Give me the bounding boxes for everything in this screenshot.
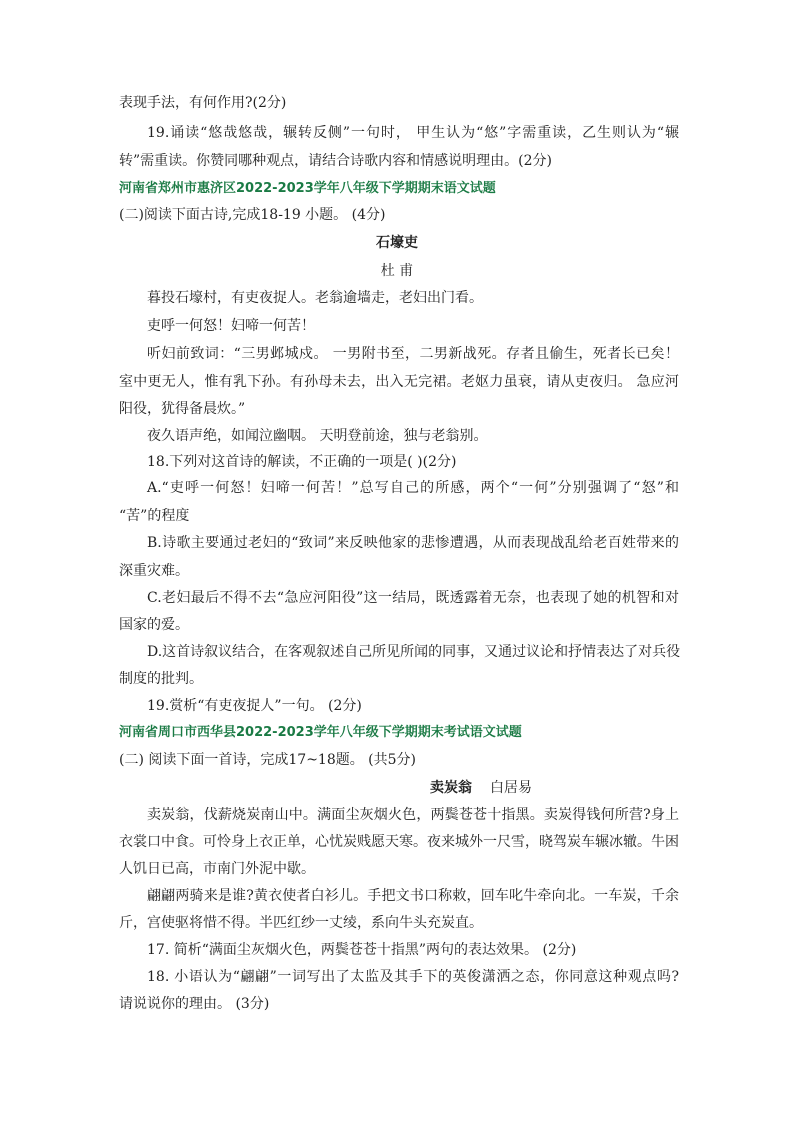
option-b: B.诗歌主要通过老妇的“致词”来反映他家的悲惨遭遇，从而表现战乱给老百姓带来的 — [147, 535, 679, 551]
question-19-line: 19.诵读“悠哉悠哉，辗转反侧”一句时， 甲生认为“悠”字需重读，乙生则认为“辗 — [147, 125, 679, 141]
poem-line: 衣裳口中食。可怜身上衣正单，心忧炭贱愿天寒。夜来城外一尺雪，晓驾炭车辗冰辙。牛困 — [119, 834, 679, 850]
poem-line: 夜久语声绝，如闻泣幽咽。 天明登前途，独与老翁别。 — [147, 428, 488, 444]
question-18: 18. 小语认为“翩翩”一词写出了太监及其手下的英俊潇洒之态，你同意这种观点吗? — [147, 969, 679, 985]
poem-line: 暮投石壕村，有吏夜捉人。老翁逾墙走，老妇出门看。 — [147, 290, 483, 306]
poem-line: 卖炭翁，伐薪烧炭南山中。满面尘灰烟火色，两鬓苍苍十指黑。卖炭得钱何所营?身上 — [147, 807, 679, 823]
option-c-cont: 国家的爱。 — [119, 617, 189, 633]
text-line: 表现手法，有何作用?(2分) — [119, 95, 287, 111]
poem-line: 人饥日已高，市南门外泥中歇。 — [119, 861, 315, 877]
section-instruction: (二)阅读下面古诗,完成18-19 小题。 (4分) — [119, 207, 386, 223]
source-heading: 河南省周口市西华县2022-2023学年八年级下学期期末考试语文试题 — [119, 725, 522, 740]
poem-line: 吏呼一何怒！妇啼一何苦！ — [147, 318, 315, 334]
poem-title: 石壕吏 — [376, 235, 418, 251]
poem-line: 听妇前致词：“三男邺城戍。 一男附书至，二男新战死。存者且偷生，死者长已矣！ — [147, 346, 679, 362]
poem-line: 室中更无人，惟有乳下孙。有孙母未去，出入无完裙。老妪力虽衰，请从吏夜归。 急应河 — [119, 374, 679, 390]
poem-line: 斤，宫使驱将惜不得。半匹红纱一丈绫，系向牛头充炭直。 — [119, 915, 483, 931]
option-d-cont: 制度的批判。 — [119, 671, 203, 687]
poem-author: 杜 甫 — [380, 263, 414, 279]
question-18: 18.下列对这首诗的解读，不正确的一项是( )(2分) — [147, 454, 457, 470]
text-line: 转”需重读。你赞同哪种观点，请结合诗歌内容和情感说明理由。(2分) — [119, 153, 552, 169]
source-heading: 河南省郑州市惠济区2022-2023学年八年级下学期期末语文试题 — [119, 181, 496, 196]
question-18-cont: 请说说你的理由。 (3分) — [119, 996, 270, 1012]
question-17: 17. 简析“满面尘灰烟火色，两鬓苍苍十指黑”两句的表达效果。 (2分) — [147, 942, 577, 958]
option-a-cont: “苦”的程度 — [119, 508, 190, 524]
option-a: A.“吏呼一何怒！妇啼一何苦！”总写自己的所感，两个“一何”分别强调了“怒”和 — [147, 480, 679, 496]
poem-line: 翩翩两骑来是谁?黄衣使者白衫儿。手把文书口称敕，回车叱牛牵向北。一车炭，千余 — [147, 888, 679, 904]
poem-line: 阳役，犹得备晨炊。” — [119, 401, 246, 417]
question-19: 19.赏析“有吏夜捉人”一句。 (2分) — [147, 698, 362, 714]
section-instruction: (二) 阅读下面一首诗，完成17~18题。 (共5分) — [119, 752, 417, 768]
option-c: C.老妇最后不得不去“急应河阳役”这一结局，既透露着无奈，也表现了她的机智和对 — [147, 590, 679, 606]
poem-title: 卖炭翁 — [430, 780, 472, 796]
option-b-cont: 深重灾难。 — [119, 563, 189, 579]
poem-author: 白居易 — [490, 780, 532, 796]
option-d: D.这首诗叙议结合，在客观叙述自己所见所闻的同事，又通过议论和抒情表达了对兵役 — [147, 644, 681, 660]
